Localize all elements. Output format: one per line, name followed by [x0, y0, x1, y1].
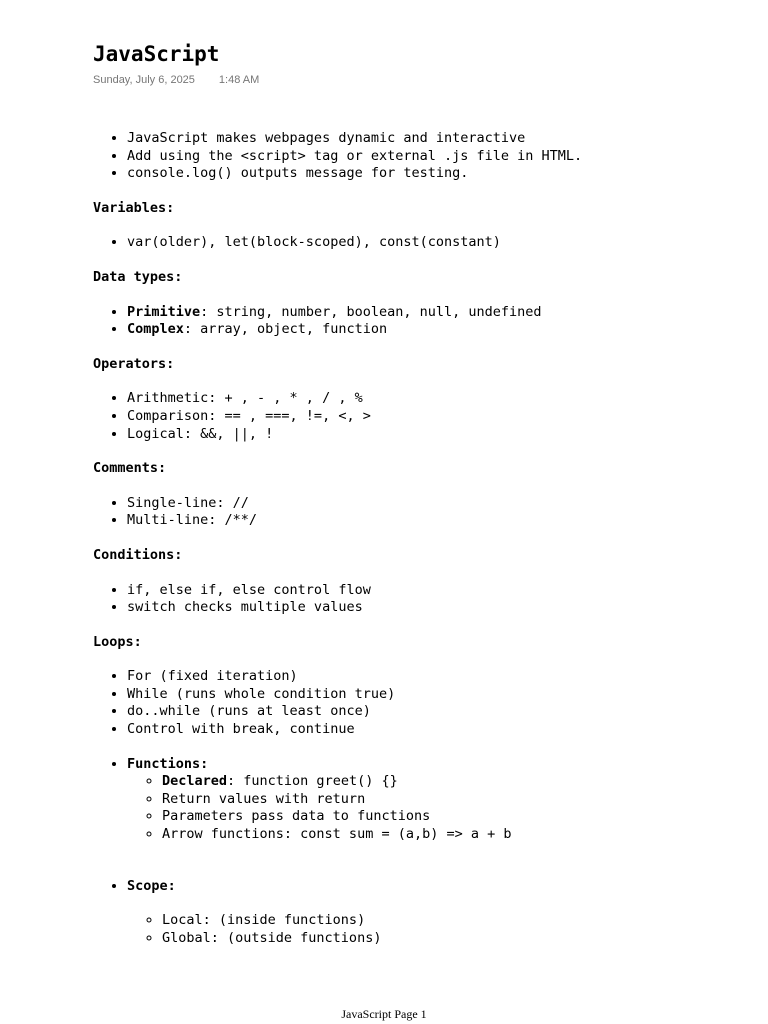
comments-list	[93, 495, 733, 530]
scope-list	[93, 878, 733, 948]
scope-sublist	[127, 912, 733, 947]
page-date: Sunday, July 6, 2025	[93, 74, 195, 86]
list-item	[127, 304, 733, 322]
scope-heading: Scope:	[127, 877, 176, 894]
list-item: • Comparison: == , ===, !=, <, >	[127, 408, 733, 426]
list-item: • Logical: &&, ||, !	[127, 426, 733, 444]
term-complex: Complex	[127, 321, 184, 338]
loops-heading: Loops:	[93, 633, 142, 650]
list-item: • Single-line: //	[127, 495, 733, 513]
list-item: ◦ Parameters pass data to functions	[162, 808, 733, 826]
functions-list	[93, 756, 733, 844]
list-item: • Multi-line: /**/	[127, 512, 733, 530]
list-item	[162, 773, 733, 791]
functions-heading: Functions:	[127, 755, 209, 772]
list-item: • switch checks multiple values	[127, 599, 733, 617]
list-item: • For (fixed iteration)	[127, 668, 733, 686]
list-item: • var(older), let(block-scoped), const(constant)	[127, 234, 733, 252]
conditions-heading: Conditions:	[93, 546, 183, 563]
list-item: ◦ Local: (inside functions)	[162, 912, 733, 930]
term-description: : string, number, boolean, null, undefined	[200, 303, 542, 320]
list-item: ◦ Return values with return	[162, 791, 733, 809]
intro-list	[93, 130, 733, 183]
loops-list	[93, 668, 733, 738]
list-item: • JavaScript makes webpages dynamic and interactive	[127, 130, 733, 148]
variables-heading: Variables:	[93, 199, 175, 216]
term-description: : function greet() {}	[227, 773, 398, 790]
data-types-heading: Data types:	[93, 268, 183, 285]
term-declared: Declared	[162, 773, 228, 790]
list-item: • Arithmetic: + , - , * , / , %	[127, 390, 733, 408]
list-item	[127, 321, 733, 339]
list-item: • While (runs whole condition true)	[127, 686, 733, 704]
page-meta	[93, 74, 259, 86]
data-types-list	[93, 304, 733, 339]
term-description: : array, object, function	[183, 321, 388, 338]
list-item: • console.log() outputs message for testing.	[127, 165, 733, 183]
operators-heading: Operators:	[93, 355, 175, 372]
list-item	[127, 756, 733, 844]
operators-list	[93, 390, 733, 443]
comments-heading: Comments:	[93, 460, 167, 477]
conditions-list	[93, 582, 733, 617]
list-item	[127, 878, 733, 948]
list-item: ◦ Arrow functions: const sum = (a,b) => a + b	[162, 826, 733, 844]
page-footer: JavaScript Page 1	[341, 1007, 427, 1021]
page-time: 1:48 AM	[218, 74, 260, 86]
list-item: • Add using the <script> tag or external .js file in HTML.	[127, 148, 733, 166]
list-item: • do..while (runs at least once)	[127, 703, 733, 721]
note-content	[93, 130, 733, 947]
list-item: • Control with break, continue	[127, 721, 733, 739]
term-primitive: Primitive	[127, 303, 201, 320]
variables-list	[93, 234, 733, 252]
list-item: ◦ Global: (outside functions)	[162, 930, 733, 948]
functions-sublist	[127, 773, 733, 843]
list-item: • if, else if, else control flow	[127, 582, 733, 600]
page-title: JavaScript	[93, 42, 220, 66]
